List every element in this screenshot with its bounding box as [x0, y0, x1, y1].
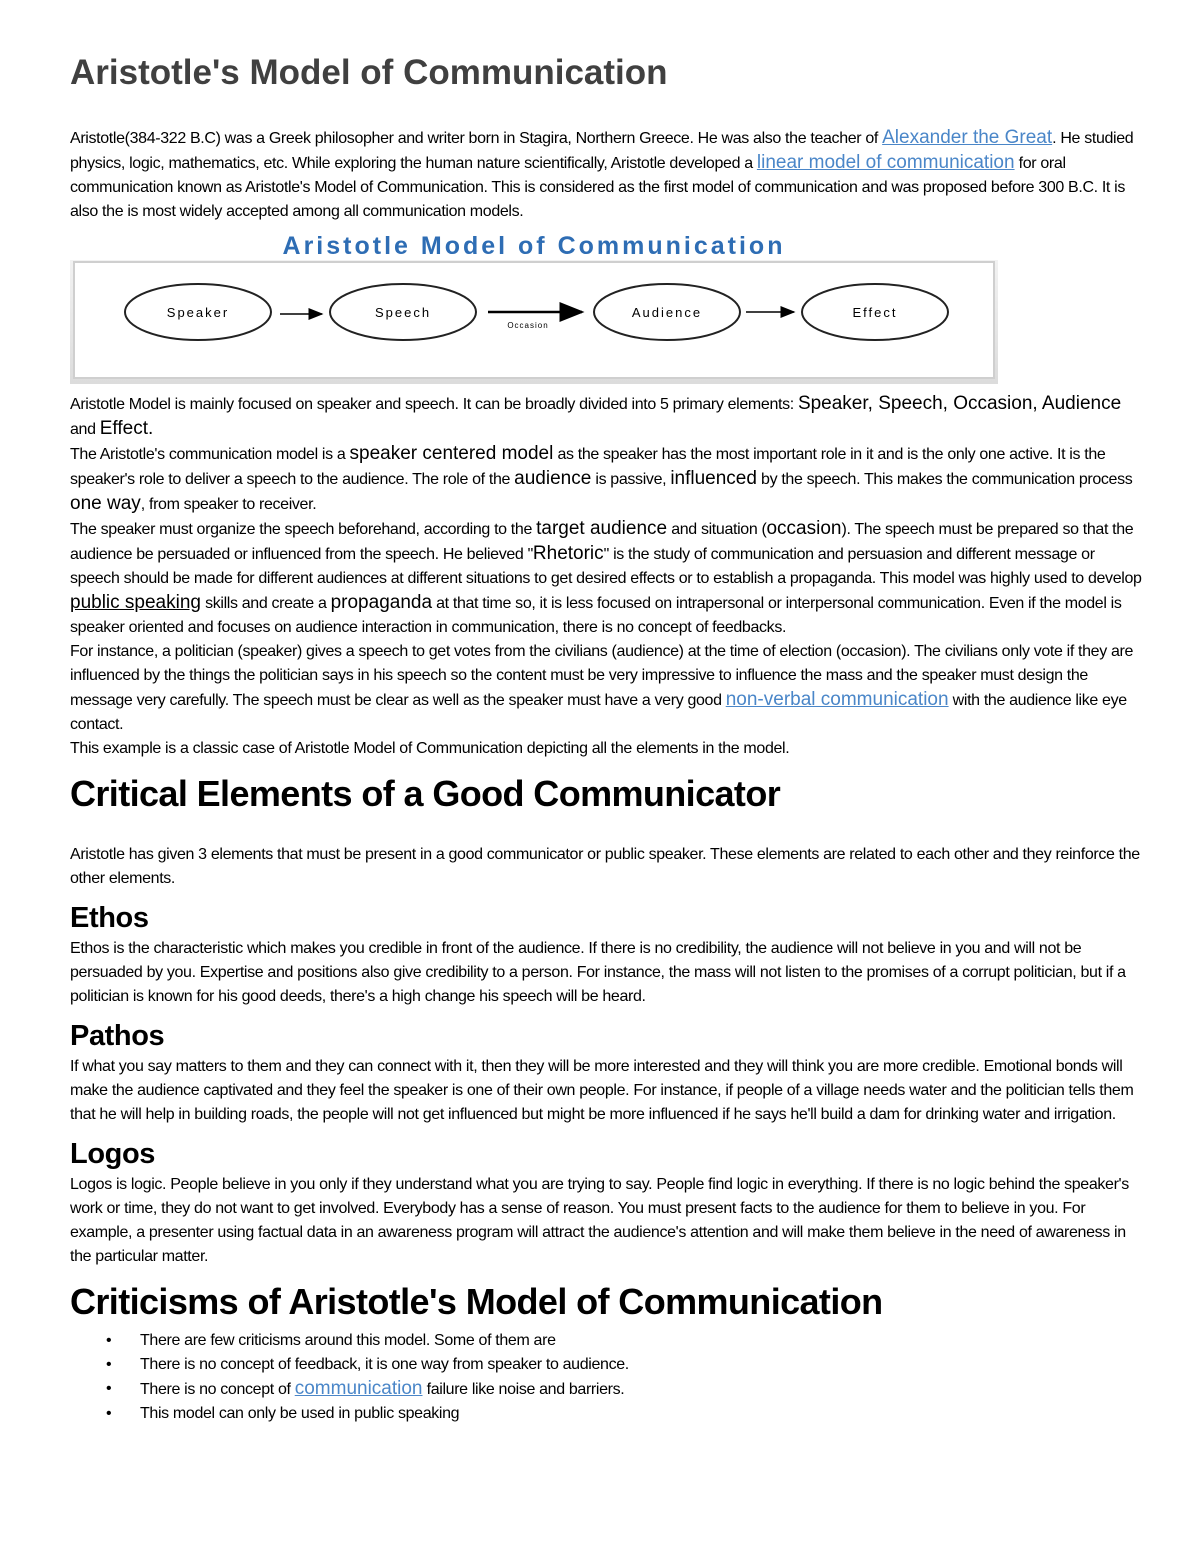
paragraph-text: skills and create a — [200, 595, 331, 612]
heading-logos: Logos — [70, 1138, 155, 1170]
node-speaker-label: Speaker — [166, 305, 230, 320]
list-item — [106, 1329, 1145, 1353]
emphasis-text: public speaking — [70, 592, 201, 613]
emphasis-text: one way — [70, 493, 141, 514]
paragraph-text: Aristotle Model is mainly focused on speaker and speech. It can be broadly divided into 5 primary elements: — [70, 396, 798, 413]
paragraph-text: , from speaker to receiver. — [140, 496, 317, 513]
list-item — [106, 1402, 1145, 1426]
node-speech-label: Speech — [374, 305, 432, 320]
emphasis-text: Rhetoric — [532, 543, 604, 564]
paragraph-text: by the speech. This makes the communication process — [756, 471, 1133, 488]
intro-text: for oral communication known as Aristotle's Model of Communication. This is considered as the first model of communication and was proposed before 300 B.C. It is also the is most widely accepted among all communication models. — [70, 155, 1125, 220]
emphasis-text: propaganda — [330, 592, 433, 613]
bullet-icon: • — [106, 1380, 112, 1397]
paragraph-rhetoric — [70, 517, 1145, 640]
occasion-label: Occasion — [507, 321, 549, 330]
paragraph-logos: Logos is logic. People believe in you only if they understand what you are trying to say. People find logic in everything. If there is no logic behind the speaker's work or time, they do not want to get involved. Everybody has a sense of reason. You must present facts to the audience for them to believe in you. For example, a presenter using factual data in an awareness program will attract the audience's attention and will make them believe in the need of awareness in the particular matter. — [70, 1176, 1129, 1265]
list-item — [106, 1353, 1145, 1377]
paragraph-text: with the audience like eye contact. — [70, 692, 1127, 733]
paragraph-politician-example — [70, 640, 1145, 737]
paragraph-text: The Aristotle's communication model is a — [70, 446, 350, 463]
paragraph-text: is passive, — [591, 471, 671, 488]
emphasis-text: target audience — [536, 518, 668, 539]
heading-ethos: Ethos — [70, 902, 149, 934]
paragraph-text: as the speaker has the most important role in it and is the only one active. It is the speaker's role to deliver a speech to the audience. The role of the — [70, 446, 1106, 488]
diagram-title: Aristotle Model of Communication — [282, 232, 786, 260]
paragraph-text: . — [147, 418, 154, 439]
paragraph-speaker-centered — [70, 442, 1145, 517]
paragraph-text: and situation ( — [667, 521, 767, 538]
node-audience-label: Audience — [631, 305, 703, 320]
intro-paragraph — [70, 126, 1145, 224]
heading-criticisms: Criticisms of Aristotle's Model of Communication — [70, 1281, 883, 1322]
emphasis-text: Speaker, Speech, Occasion, Audience — [797, 393, 1122, 414]
list-item-text: This model can only be used in public speaking — [140, 1405, 460, 1422]
emphasis-text: influenced — [670, 468, 757, 489]
paragraph-classic-case: This example is a classic case of Aristotle Model of Communication depicting all the elements in the model. — [70, 740, 790, 757]
bullet-icon: • — [106, 1356, 112, 1373]
paragraph-ethos: Ethos is the characteristic which makes you credible in front of the audience. If there is no credibility, the audience will not believe in you and will not be persuaded by you. Expertise and positions also give credibility to a person. For instance, the mass will not listen to the promises of a corrupt politician, but if a politician is known for his good deeds, there's a high change his speech will be heard. — [70, 940, 1126, 1005]
emphasis-text: Effect — [99, 418, 148, 439]
emphasis-text: audience — [514, 468, 592, 489]
list-item-text: There is no concept of feedback, it is one way from speaker to audience. — [140, 1356, 629, 1373]
link-communication[interactable]: communication — [294, 1378, 423, 1399]
bullet-icon: • — [106, 1405, 112, 1422]
link-non-verbal-communication[interactable]: non-verbal communication — [725, 689, 949, 710]
intro-text: Aristotle(384-322 B.C) was a Greek philosopher and writer born in Stagira, Northern Greece. He was also the teacher of — [70, 130, 883, 147]
list-item-text: failure like noise and barriers. — [422, 1381, 625, 1398]
paragraph-text: " is the study of communication and persuasion and different message or speech should be made for different audiences at different situations to get desired effects or to establish a propaganda. This model was highly used to develop — [70, 546, 1142, 587]
list-item — [106, 1377, 1145, 1402]
list-item-text: There are few criticisms around this model. Some of them are — [140, 1332, 556, 1349]
bullet-icon: • — [106, 1332, 112, 1349]
heading-pathos: Pathos — [70, 1020, 165, 1052]
paragraph-text: For instance, a politician (speaker) gives a speech to get votes from the civilians (audience) at the time of election (occasion). The civilians only vote if they are influenced by the things the politician says in his speech so the content must be very impressive to influence the mass and the speaker must design the message very carefully. The speech must be clear as well as the speaker must have a very good — [70, 643, 1134, 709]
criticisms-list — [70, 1329, 1145, 1426]
emphasis-text: occasion — [766, 518, 842, 539]
link-alexander-the-great[interactable]: Alexander the Great — [882, 127, 1053, 148]
document-page — [70, 50, 1145, 1426]
document-title: Aristotle's Model of Communication — [70, 53, 668, 92]
paragraph-text: at that time so, it is less focused on intrapersonal or interpersonal communication. Even if the model is speaker oriented and focuses on audience interaction in communication, there is no concept of feedbacks. — [70, 595, 1122, 636]
list-item-text: There is no concept of — [140, 1381, 295, 1398]
paragraph-pathos: If what you say matters to them and they can connect with it, then they will be more interested and they will think you are more credible. Emotional bonds will make the audience captivated and they feel the speaker is one of their own people. For instance, if people of a village needs water and the politician tells them that he will help in building roads, the people will not get influenced but might be more influenced if he says he'll build a dam for drinking water and irrigation. — [70, 1058, 1134, 1123]
emphasis-text: speaker centered model — [349, 443, 554, 464]
paragraph-critical-intro: Aristotle has given 3 elements that must be present in a good communicator or public speaker. These elements are related to each other and they reinforce the other elements. — [70, 846, 1140, 887]
paragraph-elements — [70, 392, 1145, 442]
paragraph-text: and — [70, 421, 100, 438]
link-linear-model[interactable]: linear model of communication — [756, 152, 1015, 173]
node-effect-label: Effect — [852, 305, 898, 320]
paragraph-text: ). The speech must be prepared so that the audience be persuaded or influenced from the speech. He believed " — [70, 521, 1134, 563]
paragraph-text: The speaker must organize the speech beforehand, according to the — [70, 521, 537, 538]
intro-text: . He studied physics, logic, mathematics, etc. While exploring the human nature scientifically, Aristotle developed a — [70, 130, 1134, 172]
aristotle-model-diagram — [70, 230, 1000, 388]
heading-critical-elements: Critical Elements of a Good Communicator — [70, 773, 781, 814]
